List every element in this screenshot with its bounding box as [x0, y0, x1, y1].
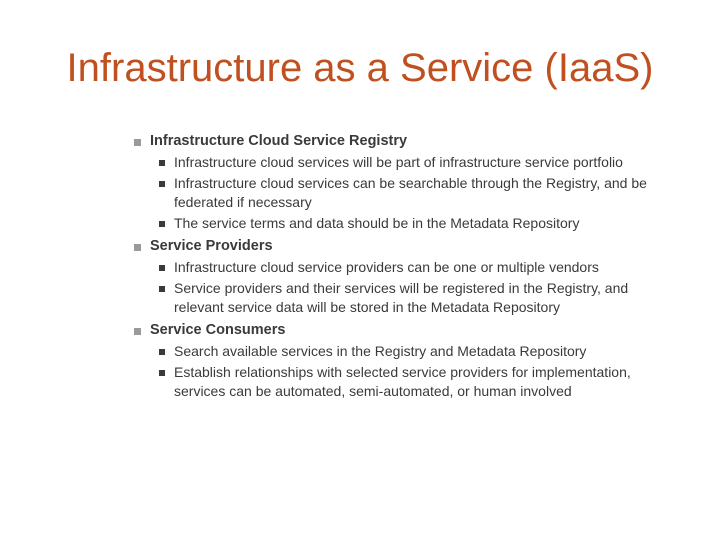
- bullet-list: [134, 342, 654, 401]
- list-item-text: Service providers and their services will be registered in the Registry, and relevant service data will be stored in the Metadata Repository: [174, 280, 629, 315]
- list-item: [134, 174, 654, 212]
- square-bullet-icon: [159, 349, 165, 355]
- square-bullet-icon: [159, 221, 165, 227]
- square-bullet-icon: [134, 328, 141, 335]
- section-providers: [134, 237, 654, 317]
- section-heading: [134, 132, 654, 151]
- list-item-text: The service terms and data should be in the Metadata Repository: [174, 215, 580, 231]
- square-bullet-icon: [159, 265, 165, 271]
- section-heading-text: Service Providers: [150, 238, 273, 254]
- list-item: [134, 153, 654, 172]
- square-bullet-icon: [159, 370, 165, 376]
- square-bullet-icon: [159, 286, 165, 292]
- list-item: [134, 363, 654, 401]
- list-item: [134, 214, 654, 233]
- section-heading-text: Infrastructure Cloud Service Registry: [150, 133, 408, 149]
- list-item: [134, 342, 654, 361]
- slide-content: [134, 132, 654, 405]
- section-heading-text: Service Consumers: [150, 322, 286, 338]
- section-registry: [134, 132, 654, 233]
- list-item: [134, 258, 654, 277]
- list-item-text: Establish relationships with selected service providers for implementation, services can be automated, semi-automated, or human involved: [174, 364, 631, 399]
- list-item-text: Infrastructure cloud service providers can be one or multiple vendors: [174, 259, 599, 275]
- square-bullet-icon: [134, 244, 141, 251]
- list-item-text: Infrastructure cloud services will be part of infrastructure service portfolio: [174, 154, 623, 170]
- square-bullet-icon: [159, 160, 165, 166]
- square-bullet-icon: [134, 139, 141, 146]
- section-heading: [134, 321, 654, 340]
- list-item: [134, 279, 654, 317]
- section-consumers: [134, 321, 654, 401]
- bullet-list: [134, 258, 654, 317]
- list-item-text: Search available services in the Registry and Metadata Repository: [174, 343, 587, 359]
- slide-title: Infrastructure as a Service (IaaS): [66, 46, 654, 90]
- list-item-text: Infrastructure cloud services can be searchable through the Registry, and be federated if necessary: [174, 175, 647, 210]
- section-heading: [134, 237, 654, 256]
- bullet-list: [134, 153, 654, 233]
- square-bullet-icon: [159, 181, 165, 187]
